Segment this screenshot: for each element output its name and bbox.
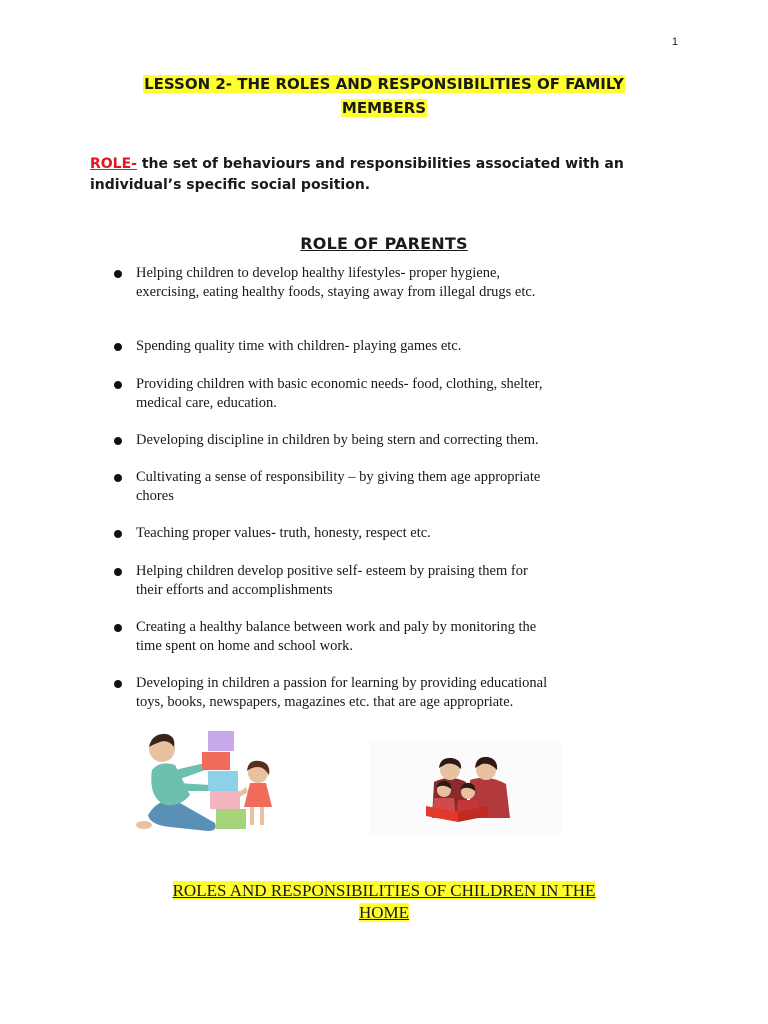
bullet-icon (114, 437, 122, 445)
list-item (113, 431, 673, 450)
list-item-text: Cultivating a sense of responsibility – by giving them age appropriate (136, 469, 541, 485)
list-item-text: toys, books, newspapers, magazines etc. that are age appropriate. (136, 694, 514, 710)
list-item (113, 468, 673, 506)
list-item-text: their efforts and accomplishments (136, 582, 333, 598)
bullet-icon (114, 381, 122, 389)
page-number: 1 (671, 36, 678, 48)
lesson-title-line1: LESSON 2- THE ROLES AND RESPONSIBILITIES OF FAMILY (144, 75, 624, 93)
list-item-text: Developing in children a passion for learning by providing educational (136, 675, 548, 691)
list-item-text: Developing discipline in children by being stern and correcting them. (136, 432, 539, 448)
bullet-icon (114, 530, 122, 538)
parents-section-heading (0, 234, 768, 253)
family-reading-illustration (370, 740, 562, 836)
list-item-text: Creating a healthy balance between work and paly by monitoring the (136, 619, 537, 635)
bullet-icon (114, 343, 122, 351)
bullet-icon (114, 568, 122, 576)
list-item-text: Spending quality time with children- playing games etc. (136, 338, 462, 354)
list-item (113, 618, 673, 656)
list-item (113, 375, 673, 413)
list-item (113, 562, 673, 600)
list-item (113, 264, 673, 302)
list-item-text: Helping children to develop healthy lifestyles- proper hygiene, (136, 265, 501, 281)
list-item-text: chores (136, 488, 174, 504)
definition-text-line1: the set of behaviours and responsibilities associated with an (136, 156, 624, 172)
role-definition (90, 154, 690, 196)
list-item (113, 674, 673, 712)
bullet-icon (114, 270, 122, 278)
children-heading-line2: HOME (358, 903, 410, 922)
list-item-text: medical care, education. (136, 395, 277, 411)
parent-child-blocks-illustration (130, 725, 285, 835)
list-item (113, 337, 673, 356)
definition-text-line2: individual’s specific social position. (90, 177, 371, 193)
bullet-icon (114, 624, 122, 632)
bullet-icon (114, 474, 122, 482)
bullet-icon (114, 680, 122, 688)
list-item-text: exercising, eating healthy foods, staying away from illegal drugs etc. (136, 284, 536, 300)
lesson-title (0, 72, 768, 120)
list-item-text: time spent on home and school work. (136, 638, 354, 654)
parents-heading-text: ROLE OF PARENTS (300, 234, 468, 253)
list-item-text: Teaching proper values- truth, honesty, respect etc. (136, 525, 431, 541)
list-item-text: Helping children develop positive self- esteem by praising them for (136, 563, 528, 579)
children-section-heading (0, 880, 768, 924)
definition-term: ROLE- (90, 156, 137, 172)
lesson-title-line2: MEMBERS (341, 99, 427, 117)
list-item-text: Providing children with basic economic needs- food, clothing, shelter, (136, 376, 543, 392)
children-heading-line1: ROLES AND RESPONSIBILITIES OF CHILDREN IN THE (172, 881, 596, 900)
list-item (113, 524, 673, 543)
